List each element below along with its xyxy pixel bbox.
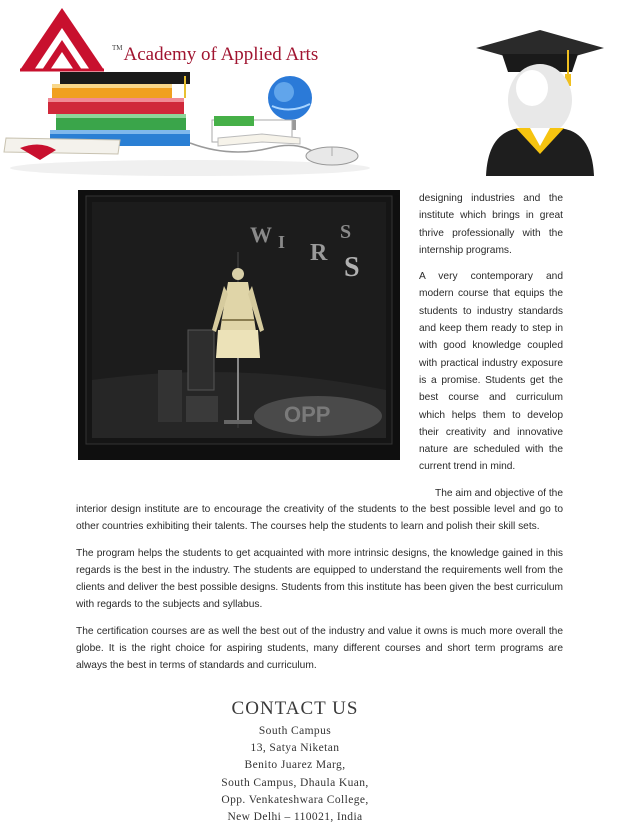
address-line: South Campus, Dhaula Kuan, (221, 776, 369, 789)
address-line: Benito Juarez Marg, (244, 759, 346, 772)
window-letter: S (340, 221, 352, 243)
contact-block (180, 698, 410, 826)
address-line: Opp. Venkateshwara College, (221, 793, 369, 806)
body-paragraph: The program helps the students to get acquainted with more intrinsic designs, the knowledge gained in this regards is the best in the industry. The students are equipped to understand the requirements well from the clients and deliver the best possible designs. Students from this institute has been given the best curriculum with regards to the subjects and syllabus. (76, 547, 563, 611)
split-paragraph-first-line: The aim and objective of the (435, 487, 563, 499)
contact-title: CONTACT US (231, 698, 359, 719)
window-letter: I (278, 232, 286, 252)
graduate-figure-illustration (472, 26, 608, 176)
address-line: New Delhi – 110021, India (227, 811, 363, 824)
window-letter: R (310, 240, 328, 266)
address-line: South Campus (258, 725, 332, 737)
side-column-text (419, 190, 563, 502)
window-letter: W (250, 222, 272, 247)
boutique-window-photo (78, 190, 400, 460)
trademark-mark: TM (112, 44, 123, 52)
body-paragraph: The certification courses are as well the best out of the industry and value it owns is much more overall the globe. It is the right choice for aspiring students, many different courses and short term programs are always the best in terms of standards and curriculum. (76, 625, 563, 672)
brand-title (112, 44, 318, 66)
brand-name: Academy of Applied Arts (123, 44, 319, 65)
address-line: 13, Satya Niketan (250, 742, 340, 755)
svg-text:OPP: OPP (284, 402, 331, 427)
body-text (76, 501, 563, 684)
side-paragraph: A very contemporary and modern course that equips the students to industry standards and keep them ready to step in with good knowledge coupled with practical industry exposure is a promise. Students get the best course and curriculum which helps them to develop their creativity and innovative nature are scheduled with the current trend in mind. (419, 271, 563, 473)
education-illustration (0, 68, 380, 178)
body-paragraph: interior design institute are to encourage the creativity of the students to the best possible level and go to other countries exhibiting their talents. The courses help the students to learn and polish their skill sets. (76, 504, 563, 533)
side-paragraph: designing industries and the institute which brings in great thrive professionally with the internship programs. (419, 193, 563, 256)
window-letter: S (344, 252, 360, 283)
